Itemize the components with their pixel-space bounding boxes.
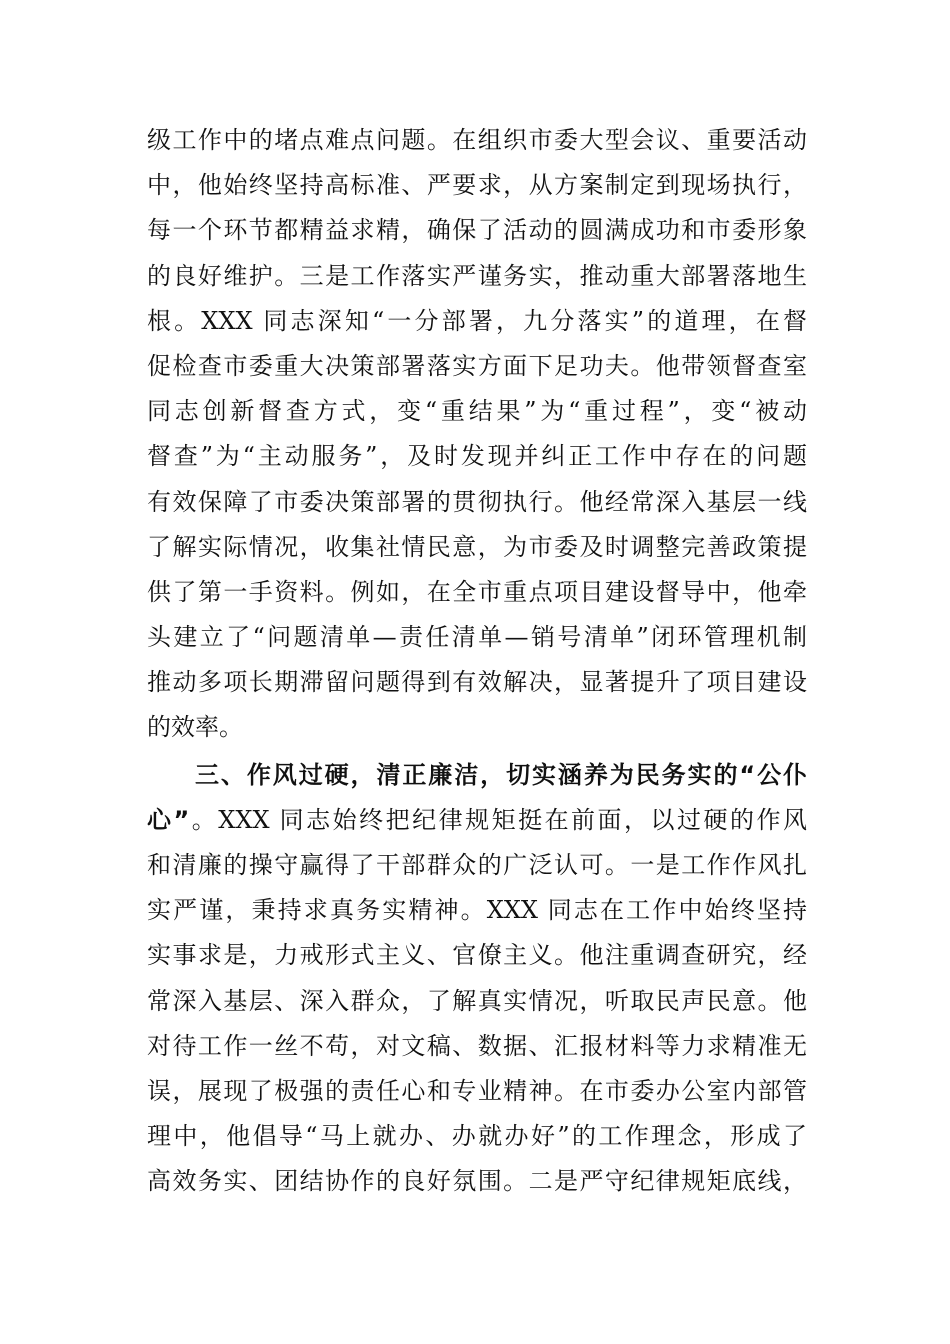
section-heading: 三、作风过硬，清正廉洁，切实涵养为民务实的“公仆 [195,760,807,789]
text-line: 误，展现了极强的责任心和专业精神。在市委办公室内部管 [147,1076,807,1105]
text-line: 供了第一手资料。例如，在全市重点项目建设督导中，他牵 [147,577,807,606]
paragraph-project-implementation [147,118,807,751]
document-page [147,118,807,1205]
text-line: 中，他始终坚持高标准、严要求，从方案制定到现场执行， [147,171,807,200]
text-line [147,798,807,843]
text-line: 督查”为“主动服务”，及时发现并纠正工作中存在的问题 [147,442,807,471]
text-line: 推动多项长期滞留问题得到有效解决，显著提升了项目建设 [147,668,807,697]
text-line: 有效保障了市委决策部署的贯彻执行。他经常深入基层一线 [147,487,807,516]
text-line: 促检查市委重大决策部署落实方面下足功夫。他带领督查室 [147,351,807,380]
section-heading-end: 心” [147,805,190,834]
text-line: 实严谨，秉持求真务实精神。XXX 同志在工作中始终坚持 [147,896,807,925]
text-line: 实事求是，力戒形式主义、官僚主义。他注重调查研究，经 [147,941,807,970]
text-line: 高效务实、团结协作的良好氛围。二是严守纪律规矩底线， [147,1167,807,1196]
text-line: 了解实际情况，收集社情民意，为市委及时调整完善政策提 [147,532,807,561]
section-3 [147,753,807,1205]
text-line: 和清廉的操守赢得了干部群众的广泛认可。一是工作作风扎 [147,851,807,879]
text-line: 的良好维护。三是工作落实严谨务实，推动重大部署落地生 [147,261,807,290]
text-line: 理中，他倡导“马上就办、办就办好”的工作理念，形成了 [147,1122,807,1151]
text-line: 头建立了“问题清单—责任清单—销号清单”闭环管理机制 [147,623,807,652]
text-span: 。XXX 同志始终把纪律规矩挺在前面，以过硬的作风 [189,805,808,834]
text-line: 的效率。 [147,713,243,742]
text-line: 每一个环节都精益求精，确保了活动的圆满成功和市委形象 [147,216,807,245]
text-line: 同志创新督查方式，变“重结果”为“重过程”，变“被动 [147,397,807,426]
text-line: 常深入基层、深入群众，了解真实情况，听取民声民意。他 [147,986,807,1015]
text-line: 对待工作一丝不苟，对文稿、数据、汇报材料等力求精准无 [147,1031,807,1060]
text-line: 根。XXX 同志深知“一分部署，九分落实”的道理，在督 [147,306,807,335]
text-line: 级工作中的堵点难点问题。在组织市委大型会议、重要活动 [147,126,807,154]
